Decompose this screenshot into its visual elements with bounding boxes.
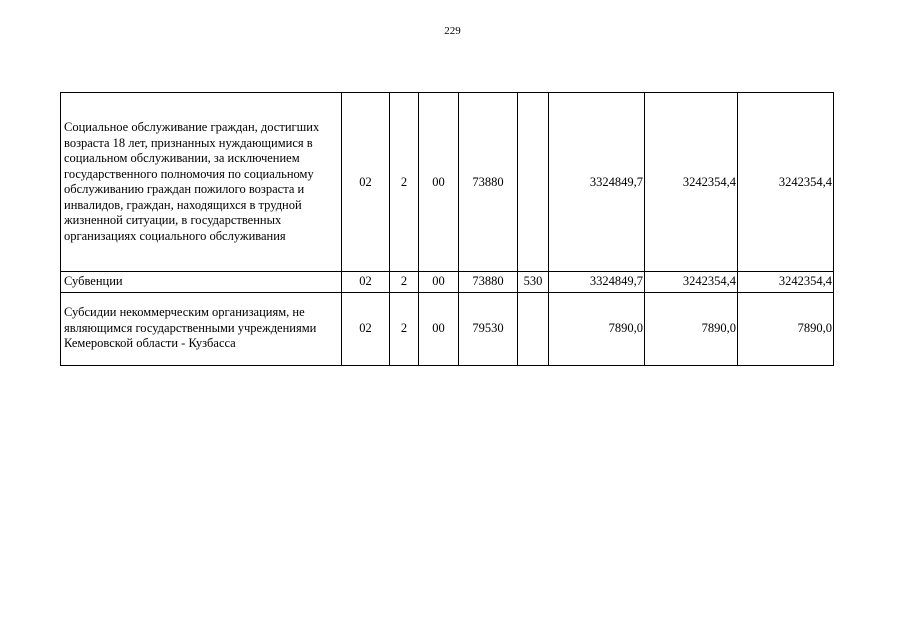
amount-year-3: 3242354,4 — [738, 272, 834, 293]
expense-type-code — [518, 93, 549, 272]
table-row — [61, 292, 834, 365]
table-row — [61, 93, 834, 272]
amount-year-2: 7890,0 — [645, 292, 738, 365]
budget-table — [60, 92, 834, 366]
direction-code: 73880 — [459, 93, 518, 272]
event-code: 00 — [419, 93, 459, 272]
expense-type-code — [518, 292, 549, 365]
direction-code: 73880 — [459, 272, 518, 293]
subprogram-code: 2 — [390, 272, 419, 293]
row-name: Субсидии некоммерческим организациям, не являющимся государственными учреждениями Кемеровской области - Кузбасса — [61, 292, 342, 365]
amount-year-3: 7890,0 — [738, 292, 834, 365]
expense-type-code: 530 — [518, 272, 549, 293]
program-code: 02 — [342, 272, 390, 293]
event-code: 00 — [419, 292, 459, 365]
amount-year-2: 3242354,4 — [645, 272, 738, 293]
amount-year-1: 3324849,7 — [549, 93, 645, 272]
subprogram-code: 2 — [390, 292, 419, 365]
amount-year-2: 3242354,4 — [645, 93, 738, 272]
table-row — [61, 272, 834, 293]
subprogram-code: 2 — [390, 93, 419, 272]
amount-year-1: 7890,0 — [549, 292, 645, 365]
program-code: 02 — [342, 292, 390, 365]
amount-year-1: 3324849,7 — [549, 272, 645, 293]
direction-code: 79530 — [459, 292, 518, 365]
amount-year-3: 3242354,4 — [738, 93, 834, 272]
row-name: Социальное обслуживание граждан, достигших возраста 18 лет, признанных нуждающимися в социальном обслуживании, за исключением государственного полномочия по социальному обслуживанию граждан пожилого возраста и инвалидов, граждан, находящихся в трудной жизненной ситуации, в государственных организациях социального обслуживания — [61, 93, 342, 272]
row-name: Субвенции — [61, 272, 342, 293]
page-number: 229 — [444, 25, 461, 37]
program-code: 02 — [342, 93, 390, 272]
event-code: 00 — [419, 272, 459, 293]
